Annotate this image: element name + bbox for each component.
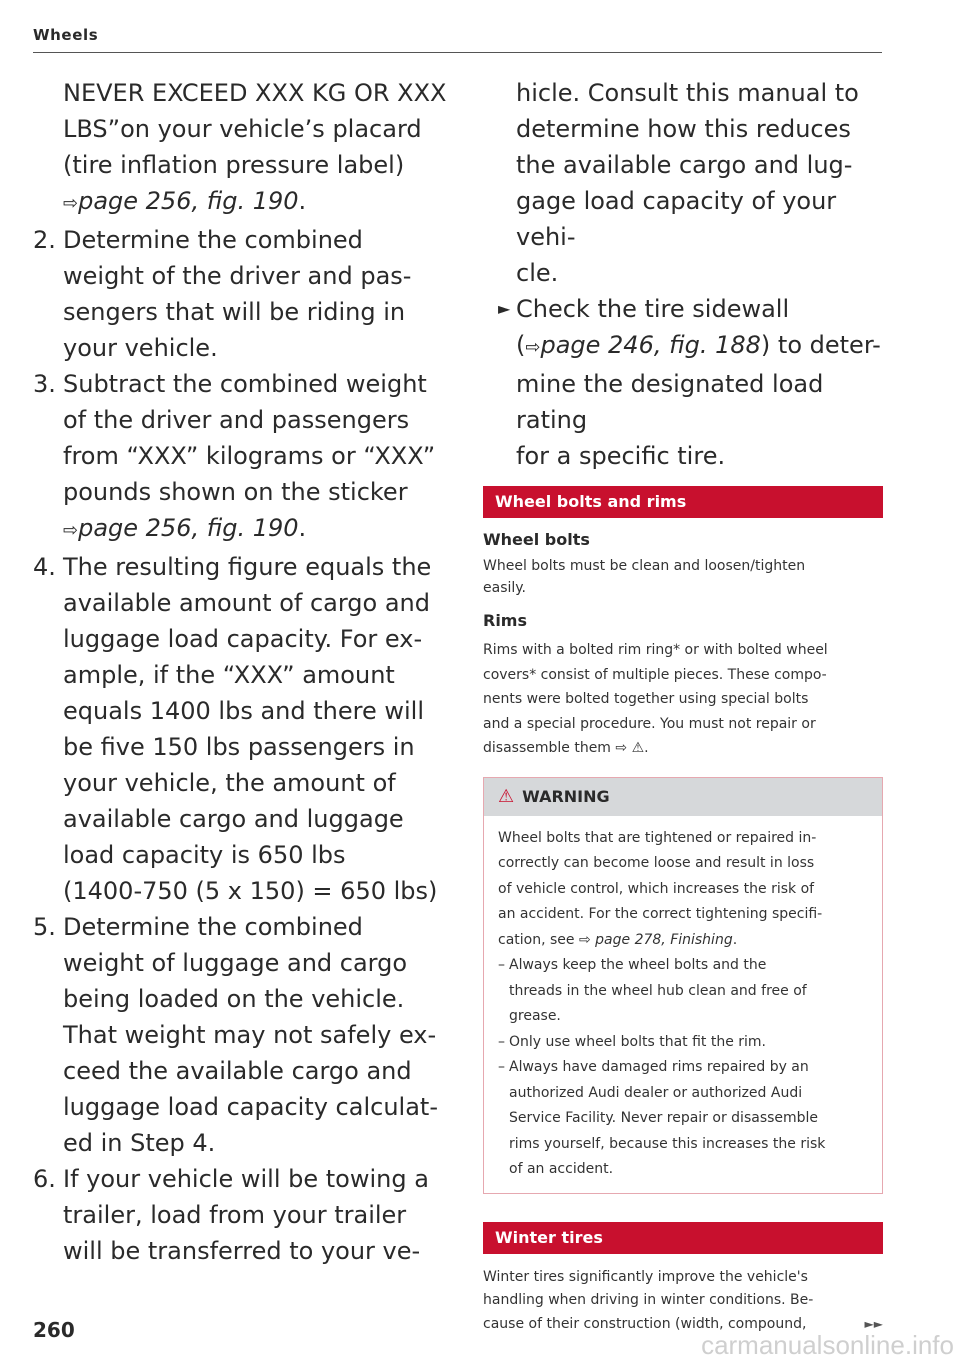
section-banner-winter-tires: Winter tires <box>483 1222 883 1254</box>
text-line: pounds shown on the sticker <box>63 478 408 506</box>
text-line: of the driver and passengers <box>63 406 410 434</box>
arrow-right-icon: ⇨ <box>525 337 541 358</box>
text-line: gage load capacity of your vehi- <box>516 187 837 251</box>
watermark: carmanualsonline.info <box>701 1330 954 1360</box>
text-line: an accident. For the correct tightening specifi- <box>498 906 823 922</box>
text-line: your vehicle. <box>63 334 218 362</box>
warning-list-item <box>498 1055 868 1183</box>
text-line: the available cargo and lug- <box>516 151 853 179</box>
section-header: Wheels <box>33 26 99 44</box>
text-line <box>516 327 883 366</box>
reference-text: page 246, fig. 188 <box>540 331 761 359</box>
continue-arrow-icon: ►► <box>864 1316 883 1331</box>
paragraph-winter-tires <box>483 1266 883 1337</box>
subheading-wheel-bolts: Wheel bolts <box>483 530 590 549</box>
text-line: luggage load capacity. For ex- <box>63 625 423 653</box>
lead-paragraph <box>33 75 458 222</box>
list-item-step-4 <box>33 549 458 909</box>
warning-list-item <box>498 953 868 1030</box>
text-line: Only use wheel bolts that fit the rim. <box>509 1033 767 1050</box>
text-line: equals 1400 lbs and there will <box>63 697 424 725</box>
text-line: luggage load capacity calculat- <box>63 1093 438 1121</box>
paragraph-rims <box>483 638 883 761</box>
bullet-triangle-icon: ► <box>498 299 511 318</box>
step-number: 5. <box>33 913 56 941</box>
page-reference-link[interactable] <box>63 510 458 549</box>
text-content: cause of their construction (width, compound, <box>483 1315 807 1332</box>
subheading-rims: Rims <box>483 611 527 630</box>
section-banner-wheel-bolts: Wheel bolts and rims <box>483 486 883 518</box>
text-line: determine how this reduces <box>516 115 851 143</box>
text-line: Determine the combined <box>63 226 363 254</box>
dash-marker: – <box>498 957 505 973</box>
text-line: sengers that will be riding in <box>63 298 406 326</box>
paragraph-wheel-bolts <box>483 555 883 599</box>
text-line: your vehicle, the amount of <box>63 769 396 797</box>
step-number: 6. <box>33 1165 56 1193</box>
text-line: for a specific tire. <box>516 442 726 470</box>
text-line: handling when driving in winter conditions. Be- <box>483 1292 814 1308</box>
text-end: . <box>732 931 738 948</box>
text-line: covers* consist of multiple pieces. These compo- <box>483 666 827 683</box>
arrow-right-icon: ⇨ <box>63 193 79 214</box>
text-line: The resulting figure equals the <box>63 553 432 581</box>
text-line: of an accident. <box>509 1161 614 1177</box>
text-line: load capacity is 650 lbs <box>63 841 346 869</box>
text-line: easily. <box>483 580 527 596</box>
text-line: Check the tire sidewall <box>516 295 790 323</box>
text-line: Always have damaged rims repaired by an <box>509 1059 809 1075</box>
text-line: cle. <box>516 259 559 287</box>
text-line: available cargo and luggage <box>63 805 404 833</box>
text-line: mine the designated load rating <box>516 370 824 434</box>
text-line: correctly can become loose and result in loss <box>498 855 815 871</box>
reference-end: . <box>298 514 307 542</box>
text-line: nents were bolted together using special bolts <box>483 691 809 707</box>
warning-header <box>484 778 882 816</box>
text-line: of vehicle control, which increases the risk of <box>498 880 815 897</box>
text-line: authorized Audi dealer or authorized Audi <box>509 1084 803 1101</box>
text-prefix: cation, see <box>498 931 579 948</box>
right-column <box>483 75 883 1336</box>
list-item-step-6 <box>33 1161 458 1269</box>
text-line: (1400-750 (5 x 150) = 650 lbs) <box>63 877 438 905</box>
dash-marker: – <box>498 1059 505 1075</box>
text-line: weight of the driver and pas- <box>63 262 412 290</box>
text-line: LBS”on your vehicle’s placard <box>63 115 422 143</box>
step-number: 2. <box>33 226 56 254</box>
bullet-instruction <box>483 291 883 474</box>
text-line: ample, if the “XXX” amount <box>63 661 395 689</box>
step-number: 4. <box>33 553 56 581</box>
text-line: will be transferred to your ve- <box>63 1237 421 1265</box>
text-line: If your vehicle will be towing a <box>63 1165 429 1193</box>
text-line: That weight may not safely ex- <box>63 1021 437 1049</box>
text-line <box>498 928 868 954</box>
list-item-step-2 <box>33 222 458 366</box>
list-item-step-3 <box>33 366 458 549</box>
dash-marker: – <box>498 1033 505 1050</box>
text-line: weight of luggage and cargo <box>63 949 408 977</box>
reference-text: page 256, fig. 190 <box>78 187 299 215</box>
warning-list-item <box>498 1030 868 1056</box>
text-line: ceed the available cargo and <box>63 1057 412 1085</box>
warning-box <box>483 777 883 1194</box>
text-line: rims yourself, because this increases the risk <box>509 1135 826 1152</box>
text-line: Always keep the wheel bolts and the <box>509 957 767 973</box>
step-number: 3. <box>33 370 56 398</box>
text-line: disassemble them ⇨ ⚠. <box>483 740 649 756</box>
text-line: (tire inflation pressure label) <box>63 151 405 179</box>
arrow-right-icon: ⇨ <box>63 520 79 541</box>
warning-body <box>484 816 882 1193</box>
text-tail: ) to deter- <box>760 331 881 359</box>
warning-title: WARNING <box>522 786 610 806</box>
text-line: grease. <box>509 1008 561 1024</box>
reference-end: . <box>298 187 307 215</box>
header-rule <box>33 52 882 53</box>
text-line: hicle. Consult this manual to <box>516 79 859 107</box>
text-line: from “XXX” kilograms or “XXX” <box>63 442 436 470</box>
text-line: trailer, load from your trailer <box>63 1201 407 1229</box>
page-reference-link[interactable]: ⇨ page 278, Finishing <box>578 931 733 948</box>
left-column <box>33 75 458 1269</box>
page-reference-link[interactable] <box>63 183 458 222</box>
continuation-paragraph <box>483 75 883 291</box>
text-line: Wheel bolts must be clean and loosen/tighten <box>483 558 806 574</box>
text-line: threads in the wheel hub clean and free of <box>509 982 807 999</box>
page-reference-link[interactable] <box>525 331 761 359</box>
text-line: Rims with a bolted rim ring* or with bolted wheel <box>483 642 828 658</box>
warning-triangle-icon: ⚠ <box>498 785 515 807</box>
text-line: ed in Step 4. <box>63 1129 216 1157</box>
text-line: Service Facility. Never repair or disassemble <box>509 1110 819 1126</box>
reference-text: page 256, fig. 190 <box>78 514 299 542</box>
text-line: be five 150 lbs passengers in <box>63 733 415 761</box>
text-line: NEVER EXCEED XXX KG OR XXX <box>63 79 447 107</box>
text-line: available amount of cargo and <box>63 589 430 617</box>
paren: ( <box>516 331 526 359</box>
text-line: Winter tires significantly improve the vehicle's <box>483 1268 808 1285</box>
text-line: Wheel bolts that are tightened or repaired in- <box>498 829 817 846</box>
text-line: Determine the combined <box>63 913 363 941</box>
list-item-step-5 <box>33 909 458 1161</box>
text-line: and a special procedure. You must not repair or <box>483 715 816 732</box>
text-line: Subtract the combined weight <box>63 370 427 398</box>
page-number: 260 <box>33 1318 75 1342</box>
text-line: being loaded on the vehicle. <box>63 985 405 1013</box>
